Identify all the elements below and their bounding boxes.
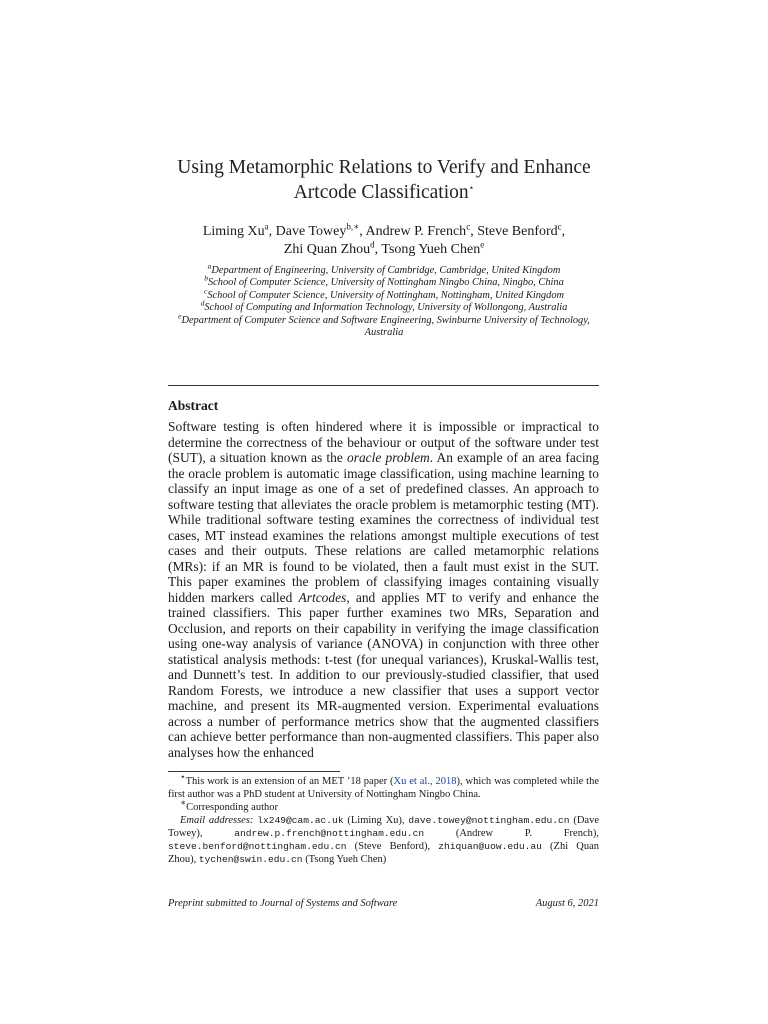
oracle-problem-term: oracle problem	[347, 450, 430, 465]
email-link[interactable]: zhiquan@uow.edu.au	[438, 841, 542, 852]
affiliation: $^b$School of Computer Science, University of Nottingham Ningbo China, Ningbo, China	[204, 273, 564, 289]
affiliations	[160, 261, 608, 339]
title-footnote-mark: ⋆	[468, 182, 475, 193]
abstract-top-rule	[168, 385, 599, 386]
affiliation: $^c$School of Computer Science, University of Nottingham, Nottingham, United Kingdom	[203, 286, 565, 301]
citation-link[interactable]: Xu et al., 2018	[393, 776, 457, 787]
paper-title	[0, 155, 768, 205]
email-link[interactable]: tychen@swin.edu.cn	[198, 854, 303, 865]
footer-date: August 6, 2021	[535, 898, 599, 909]
author: Zhi Quan Zhou$^d$	[283, 239, 375, 257]
affiliation: $^e$Department of Computer Science and Software Engineering, Swinburne University of Technology, Australia	[178, 311, 590, 339]
footnote-emails: Email addresses: lx249@cam.ac.uk (Liming Xu), dave.towey@nottingham.edu.cn (Dave Towey), andrew.p.french@nottingham.edu.cn (Andrew P. French), steve.benford@nottingham.edu.cn (Steve Benford), zhiquan@uow.edu.au (Zhi Quan Zhou), tychen@swin.edu.cn (Tsong Yueh Chen)	[168, 815, 599, 865]
footer-submission: Preprint submitted to Journal of Systems and Software	[168, 898, 398, 909]
author: Steve Benford$^c$	[477, 221, 562, 239]
email-link[interactable]: dave.towey@nottingham.edu.cn	[408, 815, 570, 826]
author-list: Liming Xu$^a$, Dave Towey$^{b,∗}$, Andrew P. French$^c$, Steve Benford$^c$, Zhi Quan Zhou$^d$, Tsong Yueh Chen$^e$	[202, 221, 566, 257]
author: Tsong Yueh Chen$^e$	[381, 239, 485, 257]
abstract-heading: Abstract	[168, 398, 219, 413]
abstract-body: Software testing is often hindered where it is impossible or impractical to determine the correctness of the behaviour or output of the software under test (SUT), a situation known as the oracle problem. An example of an area facing the oracle problem is automatic image classification, using machine learning to classify an input image as one of a set of predefined classes. An approach to software testing that alleviates the oracle problem is metamorphic testing (MT). While traditional software testing examines the correctness of individual test cases, MT instead examines the relations amongst multiple executions of test cases and their outputs. These relations are called metamorphic relations (MRs): if an MR is found to be violated, then a fault must exist in the SUT. This paper examines the problem of classifying images containing visually hidden markers called Artcodes, and applies MT to verify and enhance the trained classifiers. This paper further examines two MRs, Separation and Occlusion, and reports on their capability in verifying the image classification using one-way analysis of variance (ANOVA) in conjunction with three other statistical analysis methods: t-test (for unequal variances), Kruskal-Wallis test, and Dunnett’s test. In addition to our previously-studied classifier, that used Random Forests, we introduce a new classifier that uses a support vector machine, and present its MR-augmented version. Experimental evaluations across a number of performance metrics show that the augmented classifiers can achieve better performance than non-augmented classifiers. This paper also analyses how the enhanced	[168, 419, 599, 760]
page-footer	[168, 898, 599, 909]
email-link[interactable]: lx249@cam.ac.uk	[257, 815, 344, 826]
footnote-corresponding: ∗Corresponding author	[180, 797, 278, 813]
author: Dave Towey$^{b,∗}$	[275, 221, 360, 239]
footnote-extension: ⋆This work is an extension of an MET ’18 paper (Xu et al., 2018), which was completed while the first author was a PhD student at University of Nottingham Ningbo China.	[168, 771, 600, 800]
footnotes	[168, 771, 600, 866]
footnote-rule	[168, 771, 340, 772]
affiliation: $^d$School of Computing and Information Technology, University of Wollongong, Australia	[200, 298, 568, 314]
author: Liming Xu$^a$	[202, 221, 269, 239]
title-line-2: Artcode Classification	[293, 182, 469, 203]
email-link[interactable]: andrew.p.french@nottingham.edu.cn	[234, 828, 425, 839]
artcodes-term: Artcodes	[298, 589, 347, 605]
title-line-1: Using Metamorphic Relations to Verify and Enhance	[177, 157, 591, 178]
author: Andrew P. French$^c$	[365, 221, 471, 239]
affiliation: $^a$Department of Engineering, University of Cambridge, Cambridge, United Kingdom	[207, 261, 561, 276]
email-link[interactable]: steve.benford@nottingham.edu.cn	[168, 841, 347, 852]
